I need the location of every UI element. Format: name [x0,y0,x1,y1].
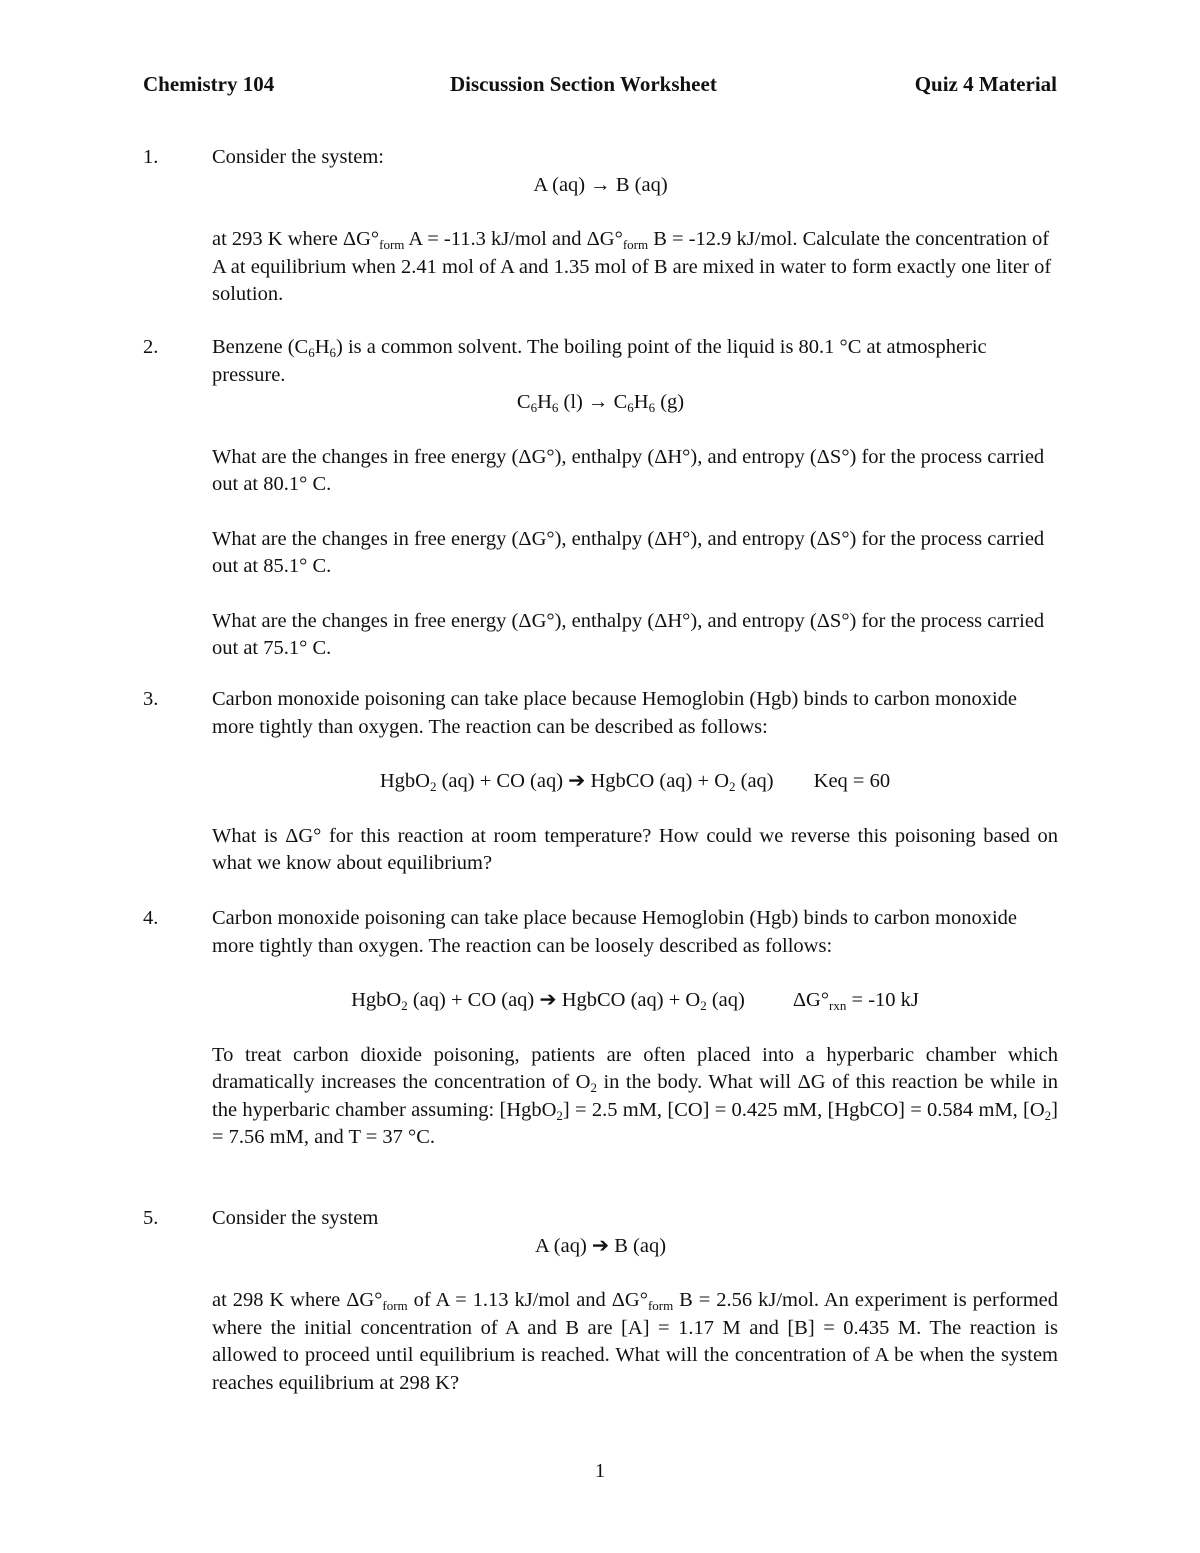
question-number: 4. [143,907,159,929]
question-text: What is ΔG° for this reaction at room temperature? How could we reverse this poisoning based on what we know about equilibrium? [212,824,1058,874]
question-intro: Consider the system: [212,146,384,168]
arrow-icon: ➔ [539,989,557,1011]
question-part: What are the changes in free energy (ΔG°), enthalpy (ΔH°), and entropy (ΔS°) for the process carried out at 75.1° C. [212,609,1045,659]
page-number: 1 [594,1460,606,1482]
question-intro: Carbon monoxide poisoning can take place because Hemoglobin (Hgb) binds to carbon monoxide more tightly than oxygen. The reaction can be loosely described as follows: [212,907,1017,957]
question-5 [143,1205,1058,1397]
question-intro: Carbon monoxide poisoning can take place because Hemoglobin (Hgb) binds to carbon monoxide more tightly than oxygen. The reaction can be described as follows: [212,688,1017,738]
question-text: at 298 K where $\Delta G^\circ_{form}$ of A = 1.13 kJ/mol and $\Delta G^\circ_{form}$ B = 2.56 kJ/mol. An experiment is performed where the initial concentration of A and B are [A] = 1.17 M and [B] = 0.435 M. The reaction is allowed to proceed until equilibrium is reached. What will the concentration of A be when the system reaches equilibrium at 298 K? [212,1289,1058,1394]
question-text: at 293 K where $\Delta G^\circ_{form}$ A = -11.3 kJ/mol and $\Delta G^\circ_{form}$ B = -12.9 kJ/mol. Calculate the concentration of A at equilibrium when 2.41 mol of A and 1.35 mol of B are mixed in water to form exactly one liter of solution. [212,228,1052,305]
arrow-icon: ➔ [591,1234,610,1257]
arrow-icon: ➔ [568,770,586,792]
reaction-equation: HgbO$_2$ (aq) + CO (aq) ➔ HgbCO $(aq) + O_2$ (aq) $\Delta G^\circ_{rxn} = -10$ kJ [351,989,919,1013]
question-4 [143,905,1058,1152]
reaction-equation: A (aq) ➔ B (aq) [534,1234,667,1257]
question-part: What are the changes in free energy (ΔG°), enthalpy (ΔH°), and entropy (ΔS°) for the process carried out at 80.1° C. [212,445,1045,495]
page-header [143,72,1057,102]
worksheet-title: Discussion Section Worksheet [450,72,717,96]
question-3 [143,686,1058,878]
question-number: 5. [143,1207,159,1229]
question-intro: Consider the system [212,1207,379,1229]
quiz-label: Quiz 4 Material [914,72,1057,96]
question-number: 2. [143,336,159,358]
question-text: To treat carbon dioxide poisoning, patients are often placed into a hyperbaric chamber which dramatically increases the concentration of $O_2$ in the body. What will ΔG of this reaction be while in the hyperbaric chamber assuming: [HgbO$_2$] = 2.5 mM, [CO] = 0.425 mM, [HgbCO] = 0.584 mM, $[O_2] = 7.56$ mM, and T = 37 °C. [212,1043,1059,1148]
question-intro: Benzene $(C_6H_6)$ is a common solvent. The boiling point of the liquid is 80.1 °C at atmospheric pressure. [212,336,987,386]
course-title: Chemistry 104 [143,72,275,96]
reaction-equation: A (aq) → B (aq) [533,173,668,196]
question-number: 1. [143,146,159,168]
reaction-equation: HgbO$_2$ (aq) + CO (aq) ➔ HgbCO $(aq) + O_2$ (aq) Keq = 60 [379,770,891,794]
question-number: 3. [143,688,159,710]
question-part: What are the changes in free energy (ΔG°), enthalpy (ΔH°), and entropy (ΔS°) for the process carried out at 85.1° C. [212,527,1045,577]
free-energy-value: $\Delta G^\circ_{rxn} = -10$ kJ [792,989,919,1013]
reaction-equation: $C_6H_6$ $(l) \to C_6H_6$ (g) [516,391,685,415]
question-1 [143,144,1058,309]
question-2 [143,334,1058,663]
equilibrium-constant: Keq = 60 [813,770,891,792]
